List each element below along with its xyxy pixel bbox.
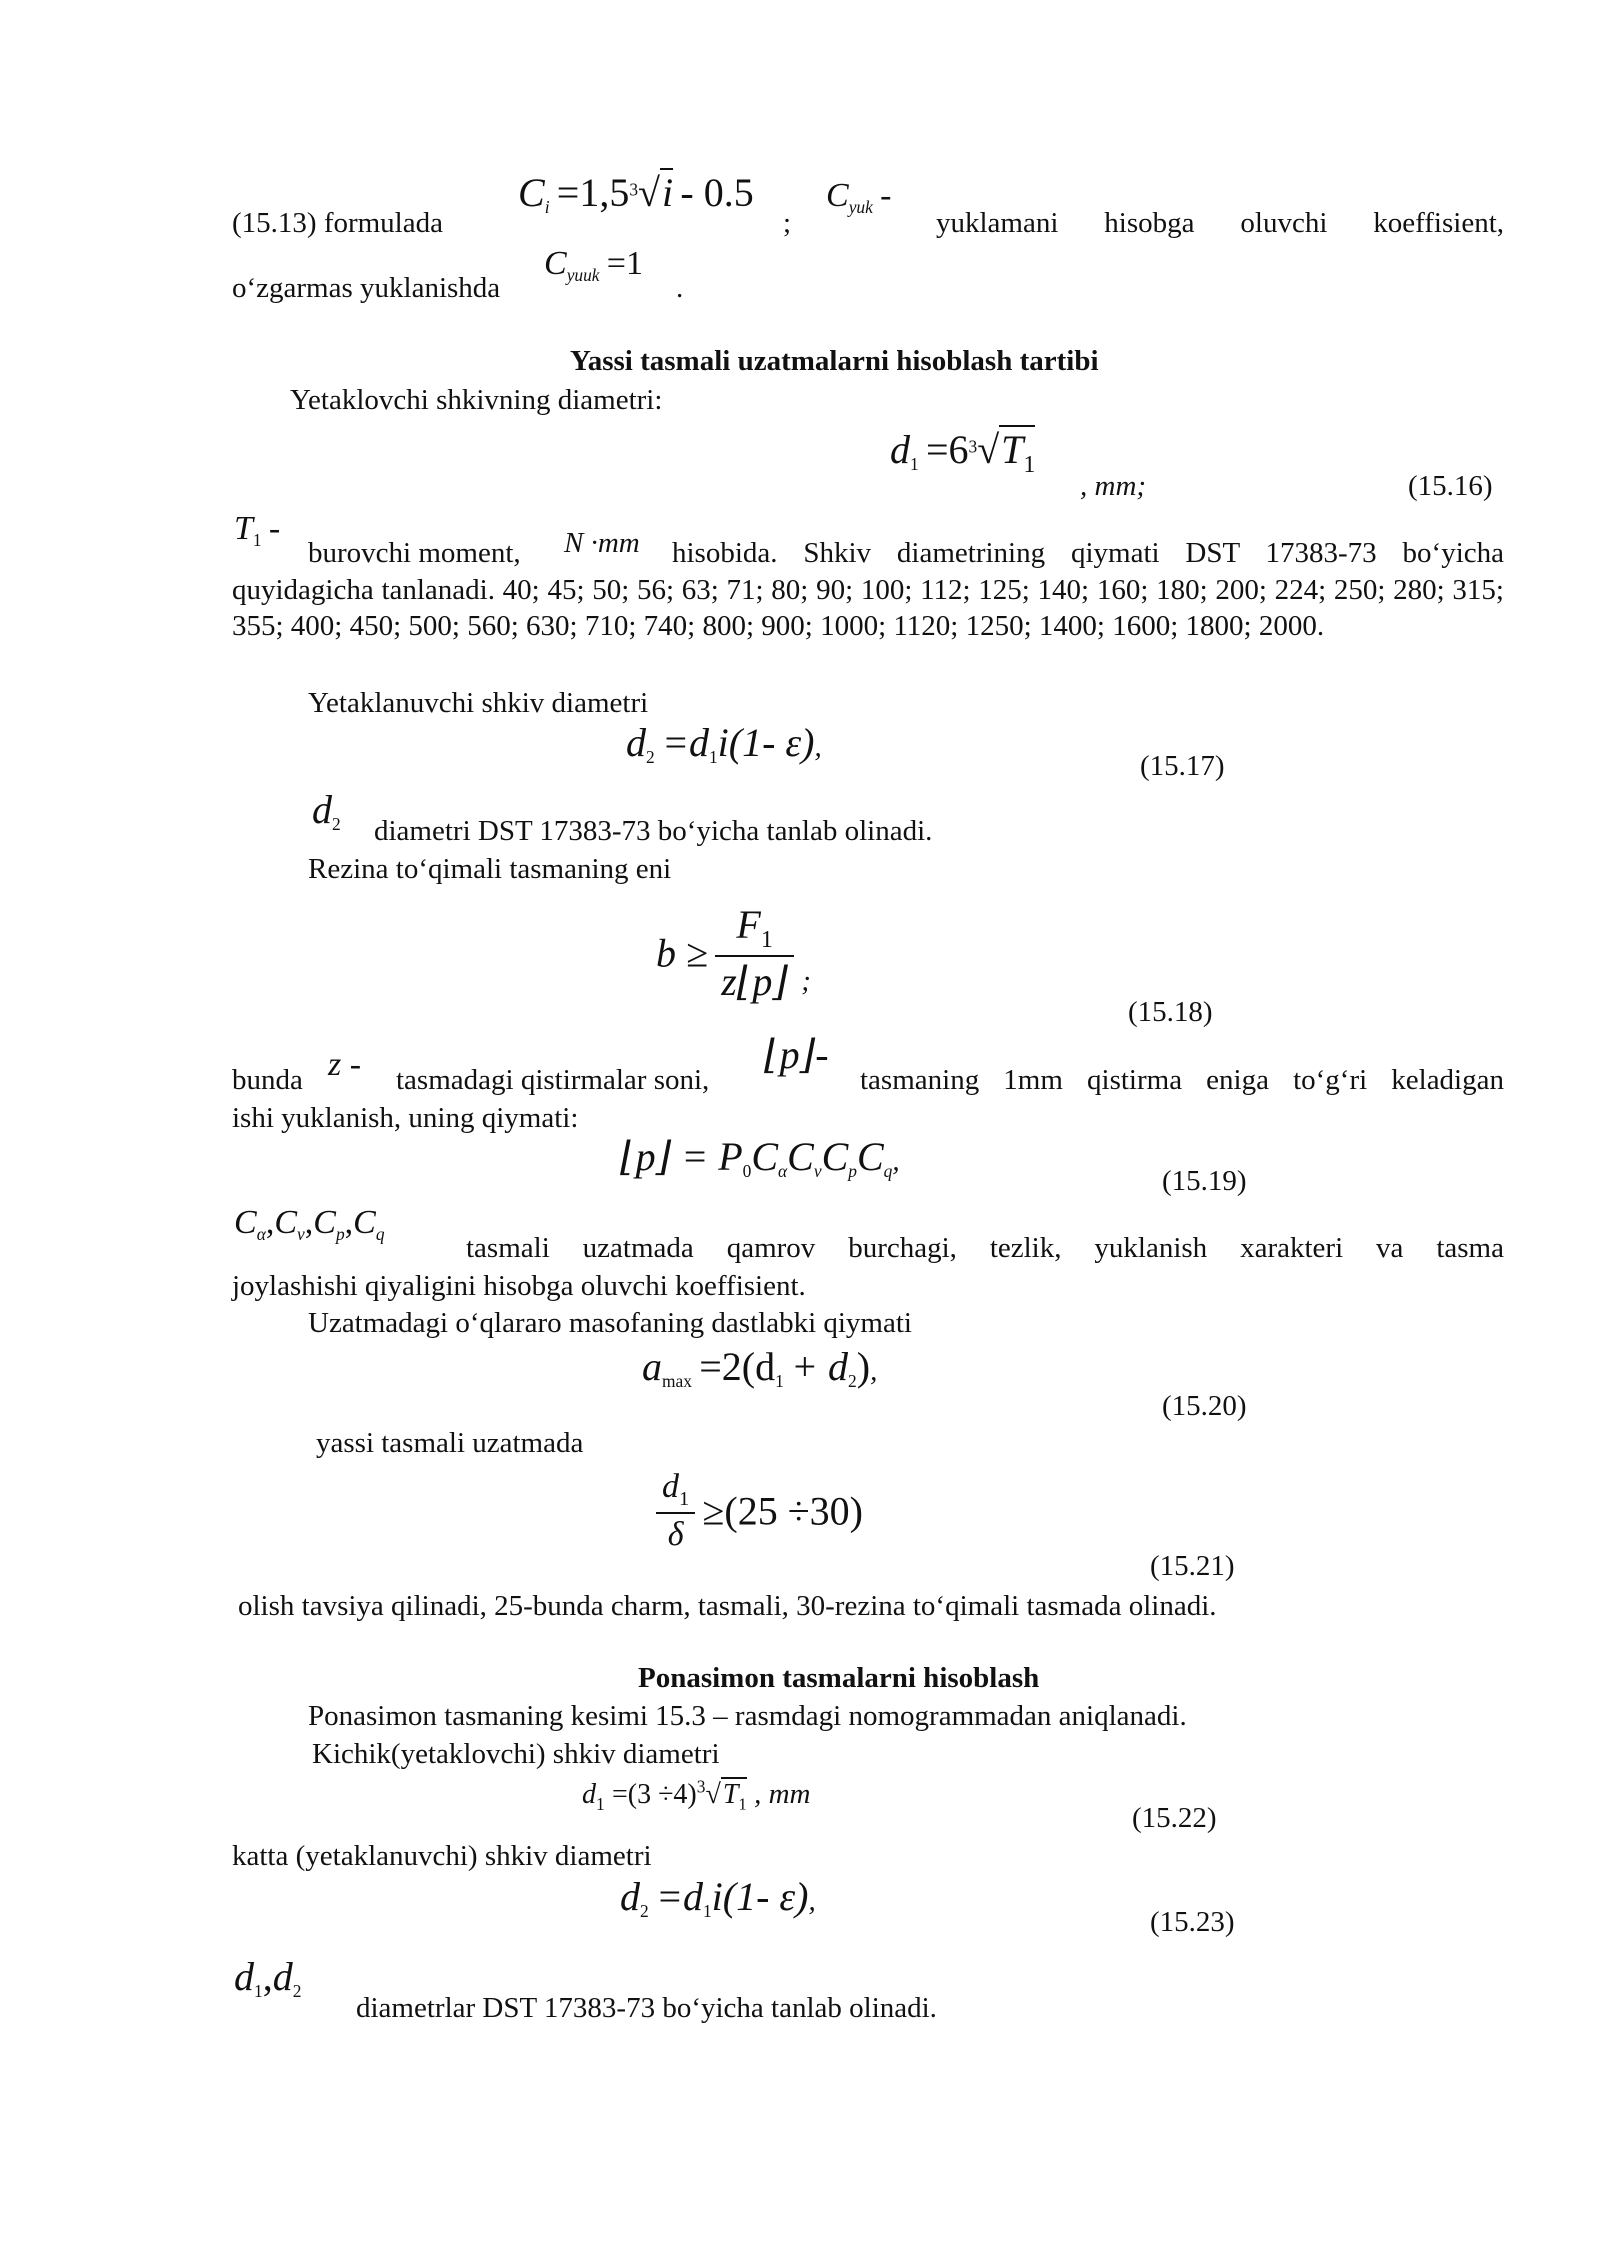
eq-15-23: $d_2 =d_1i(1-$ ε),	[620, 1874, 816, 1921]
line2-prefix: o‘zgarmas yuklanishda	[232, 272, 501, 304]
formula-ci: $C_i =1,5^3√i - 0.5$	[518, 170, 754, 217]
p6-b: tasmadagi qistirmalar soni,	[396, 1064, 710, 1096]
para-yetaklanuvchi: Yetaklanuvchi shkiv diametri	[308, 687, 649, 719]
line1-sep: ;	[783, 207, 792, 239]
p7-rest: joylashishi qiyaligini hisobga oluvchi koeffisient.	[232, 1270, 806, 1302]
eq-15-22-number: (15.22)	[1132, 1802, 1217, 1834]
p2-b: hisobida. Shkiv diametrining qiymati DST 17383-73 bo‘yicha	[672, 537, 1504, 569]
para-rezina: Rezina to‘qimali tasmaning eni	[308, 853, 672, 885]
eq-15-22: $d_1 =(3 \div 4)^3√T_1$ , mm	[582, 1776, 811, 1814]
line2-end: .	[676, 272, 684, 304]
para-katta: katta (yetaklanuvchi) shkiv diametri	[232, 1840, 652, 1872]
line1-suffix: yuklamani hisobga oluvchi koeffisient,	[936, 207, 1504, 239]
para-yetaklovchi: Yetaklovchi shkivning diametri:	[290, 384, 663, 416]
cyuuk-eq: $C_{yuuk} =1$	[544, 245, 643, 285]
eq-15-18: b ≥ $\frac{F_1}{z⌊p⌋}$ ;	[656, 900, 811, 1007]
eq-15-21: $\frac{d_1}{\delta}$ ≥(25 ÷30)	[656, 1466, 863, 1557]
para-ponasimon-kesimi: Ponasimon tasmaning kesimi 15.3 – rasmdagi nomogrammadan aniqlanadi.	[308, 1700, 1187, 1732]
p6-c: tasmaning 1mm qistirma eniga to‘g‘ri keladigan	[860, 1064, 1504, 1096]
para-yassi-tasmali: yassi tasmali uzatmada	[316, 1427, 584, 1459]
eq-15-17-number: (15.17)	[1140, 750, 1225, 782]
para-uzatmadagi: Uzatmadagi o‘qlararo masofaning dastlabki qiymati	[308, 1307, 912, 1339]
eq-15-16-number: (15.16)	[1408, 470, 1493, 502]
cyuk-symbol: $C_{yuk}$ -	[826, 177, 892, 217]
t1-symbol: $T_1$ -	[234, 510, 281, 550]
eq-15-20-number: (15.20)	[1162, 1390, 1247, 1422]
para-kichik: Kichik(yetaklovchi) shkiv diametri	[312, 1738, 720, 1770]
p6-rest: ishi yuklanish, uning qiymati:	[232, 1102, 579, 1134]
heading-ponasimon: Ponasimon tasmalarni hisoblash	[638, 1662, 1040, 1694]
eq-15-23-number: (15.23)	[1150, 1906, 1235, 1938]
p6-a: bunda	[232, 1064, 303, 1096]
line1-prefix: (15.13) formulada	[232, 207, 443, 239]
eq-15-18-number: (15.18)	[1128, 996, 1213, 1028]
eq-15-20: $a_{max} =2(d_1 + d_2)$,	[642, 1344, 878, 1391]
p2-a: burovchi moment,	[308, 537, 521, 569]
eq-15-21-number: (15.21)	[1150, 1550, 1235, 1582]
p7-text: tasmali uzatmada qamrov burchagi, tezlik, yuklanish xarakteri va tasma	[466, 1232, 1504, 1264]
coeff-symbols: $C_\alpha,C_v,C_p,C_q$	[234, 1204, 385, 1244]
para-olish: olish tavsiya qilinadi, 25-bunda charm, tasmali, 30-rezina to‘qimali tasmada olinadi.	[238, 1590, 1217, 1622]
eq-15-17: $d_2 =d_1i(1-$ ε),	[626, 720, 822, 767]
z-symbol: z -	[328, 1046, 362, 1083]
p2-rest: quyidagicha tanlanadi. 40; 45; 50; 56; 63; 71; 80; 90; 100; 112; 125; 140; 160; 180; 200; 224; 250; 280; 315; 355; 400; 450; 500; 560; 630; 710; 740; 800; 900; 1000; 1120; 1250; 1400; 1600; 1800; 2000.	[232, 574, 1504, 643]
p-bracket-symbol: ⌊p⌋-	[764, 1032, 829, 1077]
p4-text: diametri DST 17383-73 bo‘yicha tanlab olinadi.	[374, 815, 933, 847]
heading-yassi: Yassi tasmali uzatmalarni hisoblash tartibi	[570, 345, 1099, 377]
p14-text: diametrlar DST 17383-73 bo‘yicha tanlab olinadi.	[356, 1992, 937, 2024]
eq-15-16: $d_1 =6^3√T_1$	[890, 427, 1036, 478]
eq-15-16-unit: , mm;	[1080, 470, 1147, 502]
d1-d2-symbols: $d_1,d_2$	[234, 1954, 302, 2001]
unit-nmm: N ·mm	[564, 527, 640, 559]
eq-15-19-number: (15.19)	[1162, 1165, 1247, 1197]
eq-15-19: ⌊p⌋ = $P_0C_\alpha C_vC_pC_q$,	[620, 1134, 900, 1181]
d2-symbol: $d_2$	[312, 787, 341, 834]
